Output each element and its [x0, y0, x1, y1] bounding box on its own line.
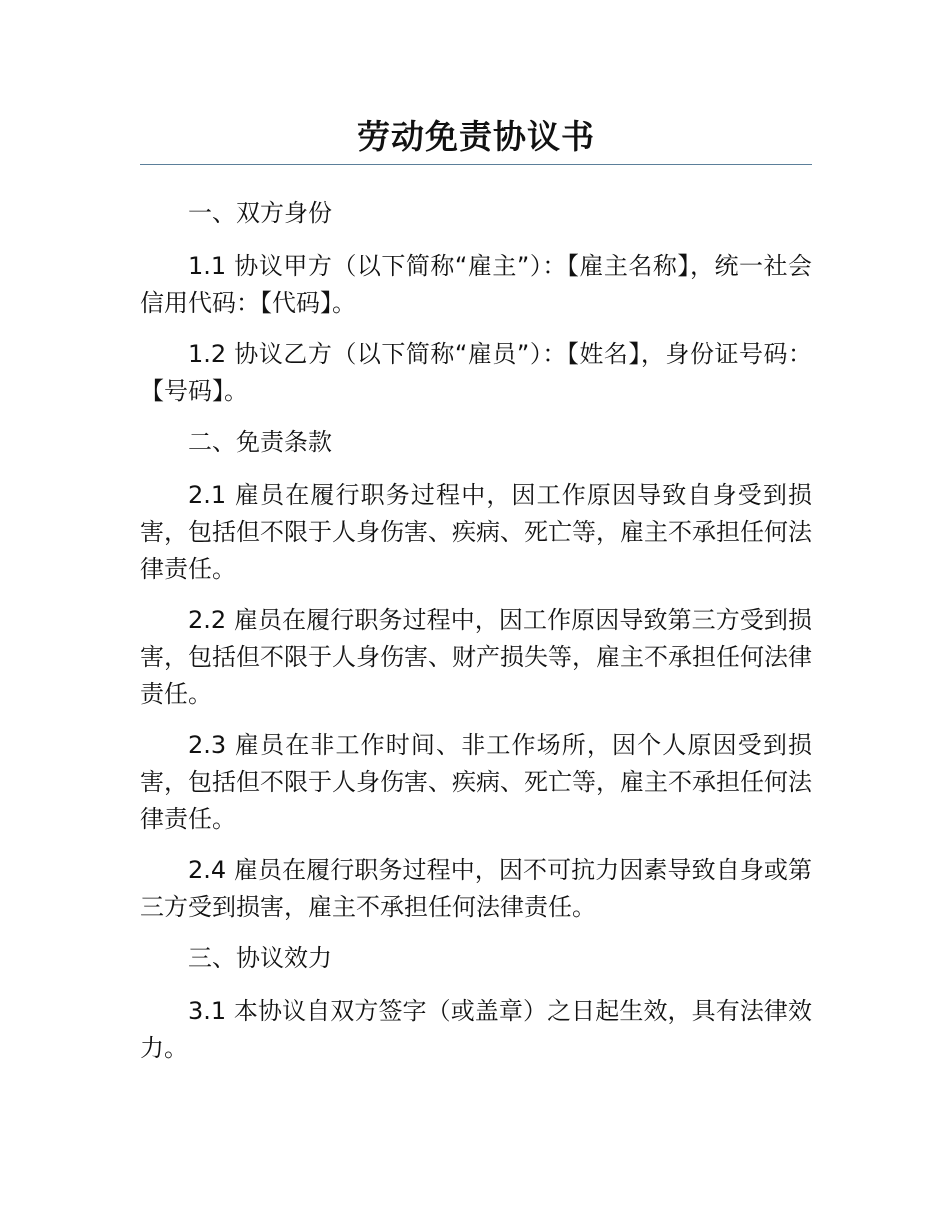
clause-2-3: 2.3 雇员在非工作时间、非工作场所，因个人原因受到损害，包括但不限于人身伤害、疾病、死亡等，雇主不承担任何法律责任。 [140, 731, 812, 833]
document-title: 劳动免责协议书 [357, 117, 595, 156]
clause-2-2: 2.2 雇员在履行职务过程中，因工作原因导致第三方受到损害，包括但不限于人身伤害、财产损失等，雇主不承担任何法律责任。 [140, 606, 812, 708]
clause-1-1: 1.1 协议甲方（以下简称“雇主”）：【雇主名称】，统一社会信用代码：【代码】。 [140, 252, 812, 317]
clause-2-1: 2.1 雇员在履行职务过程中，因工作原因导致自身受到损害，包括但不限于人身伤害、疾病、死亡等，雇主不承担任何法律责任。 [140, 481, 812, 583]
clause-2-4: 2.4 雇员在履行职务过程中，因不可抗力因素导致自身或第三方受到损害，雇主不承担任何法律责任。 [140, 856, 812, 921]
clause-1-2: 1.2 协议乙方（以下简称“雇员”）：【姓名】，身份证号码：【号码】。 [140, 340, 812, 405]
clause-3-1: 3.1 本协议自双方签字（或盖章）之日起生效，具有法律效力。 [140, 997, 812, 1062]
document-body [140, 165, 812, 1067]
section-heading-exemption: 二、免责条款 [188, 428, 332, 456]
section-heading-identity: 一、双方身份 [188, 199, 332, 227]
document-page [140, 0, 812, 1081]
section-heading-validity: 三、协议效力 [188, 944, 332, 972]
